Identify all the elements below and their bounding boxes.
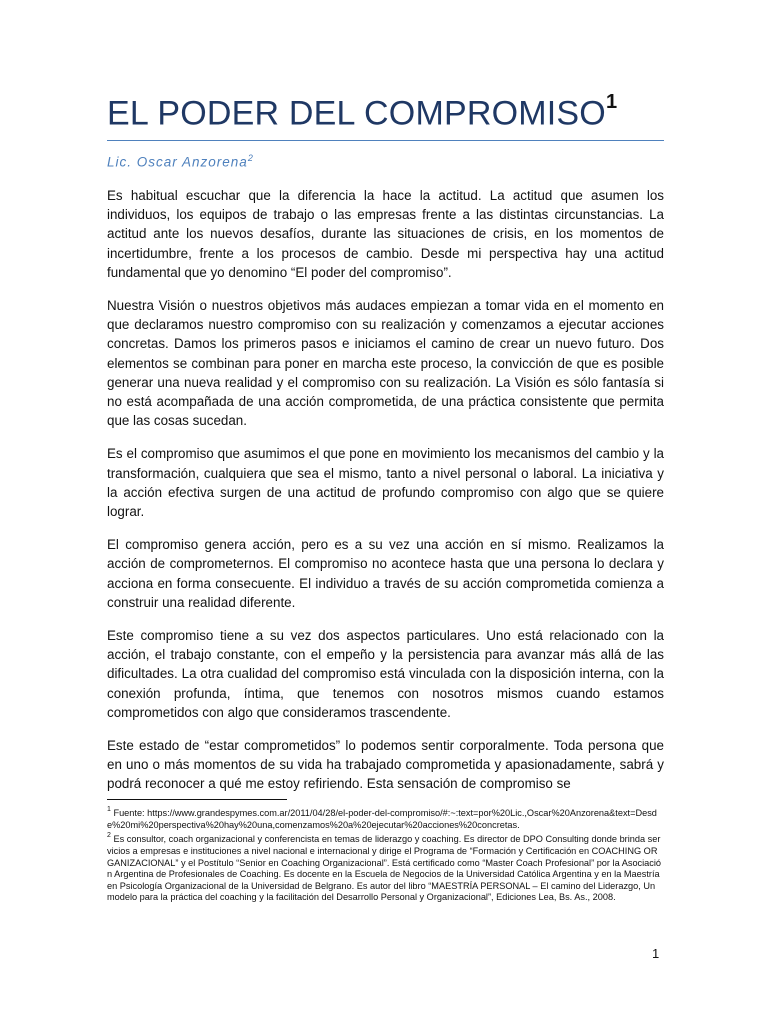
paragraph-2: Nuestra Visión o nuestros objetivos más audaces empiezan a tomar vida en el momento en que declaramos nuestro compromiso con su realización y comenzamos a ejecutar acciones concretas. Damos los primeros pasos e iniciamos el camino de crear un nuevo futuro. Dos elementos se combinan para poner en marcha este proceso, la convicción de que es posible generar una nueva realidad y el compromiso con su realización. La Visión es sólo fantasía si no está acompañada de una acción comprometida, de una práctica consistente que permita que las cosas sucedan. xyxy=(107,298,664,429)
title-block xyxy=(107,86,664,141)
footnotes xyxy=(107,805,664,904)
author-footnote-marker: 2 xyxy=(247,153,253,163)
footnote-2-text: Es consultor, coach organizacional y conferencista en temas de liderazgo y coaching. Es director de DPO Consulting donde brinda servicios a empresas e instituciones a nivel nacional e internacional y dirige el Programa de “Formación y Certificación en COACHING ORGANIZACIONAL” y el Postítulo “Senior en Coaching Organizacional”. Está certificado como “Master Coach Profesional” por la Asociación Argentina de Profesionales de Coaching. Es docente en la Escuela de Negocios de la Universidad Católica Argentina y en la Maestría en Psicología Organizacional de la Universidad de Belgrano. Es autor del libro “MAESTRÍA PERSONAL – El camino del Liderazgo, Un modelo para la práctica del coaching y la facilitación del Desarrollo Personal y Organizacional”, Ediciones Lea, Bs. As., 2008. xyxy=(107,834,662,903)
title-footnote-marker: 1 xyxy=(605,91,618,113)
footnote-2-marker: 2 xyxy=(107,832,111,840)
title-text: EL PODER DEL COMPROMISO xyxy=(107,94,606,133)
footnote-1 xyxy=(107,805,664,831)
footnote-1-marker: 1 xyxy=(107,806,111,813)
page-number: 1 xyxy=(652,946,660,961)
page-title xyxy=(107,86,664,133)
paragraph-6: Este estado de “estar comprometidos” lo podemos sentir corporalmente. Toda persona que en uno o más momentos de su vida ha trabajado comprometida y apasionadamente, sabrá y podrá reconocer a qué me estoy refiriendo. Esta sensación de compromiso se xyxy=(107,738,664,792)
author-line xyxy=(107,153,253,170)
paragraph-4: El compromiso genera acción, pero es a su vez una acción en sí mismo. Realizamos la acción de comprometernos. El compromiso no acontece hasta que una persona lo declara y acciona en forma consecuente. El individuo a través de su acción comprometida comienza a construir una realidad diferente. xyxy=(107,537,664,610)
paragraph-3: Es el compromiso que asumimos el que pone en movimiento los mecanismos del cambio y la transformación, cualquiera que sea el mismo, tanto a nivel personal o laboral. La iniciativa y la acción efectiva surgen de una actitud de profundo compromiso con algo que se quiere lograr. xyxy=(107,446,664,520)
author-name: Lic. Oscar Anzorena xyxy=(107,154,248,170)
paragraph-1: Es habitual escuchar que la diferencia la hace la actitud. La actitud que asumen los individuos, los equipos de trabajo o las empresas frente a las distintas circunstancias. La actitud ante los nuevos desafíos, durante las situaciones de crisis, en los momentos de incertidumbre, frente a los procesos de cambio. Desde mi perspectiva hay una actitud fundamental que yo denomino “El poder del compromiso”. xyxy=(107,188,664,280)
footnote-separator xyxy=(107,799,287,800)
footnote-2 xyxy=(107,831,664,904)
paragraph-5: Este compromiso tiene a su vez dos aspectos particulares. Uno está relacionado con la acción, el trabajo constante, con el empeño y la persistencia para avanzar más allá de las dificultades. La otra cualidad del compromiso está vinculada con la disposición interna, con la conexión profunda, íntima, que tenemos con nosotros mismos cuando estamos comprometidos con algo que consideramos trascendente. xyxy=(107,628,664,720)
body-text xyxy=(107,186,664,808)
footnote-1-text: Fuente: https://www.grandespymes.com.ar/2011/04/28/el-poder-del-compromiso/#:~:text=por%20Lic.,Oscar%20Anzorena&text=Desde%20mi%20perspectiva%20hay%20una,comenzamos%20a%20ejecutar%20acciones%20concretas. xyxy=(107,808,657,830)
